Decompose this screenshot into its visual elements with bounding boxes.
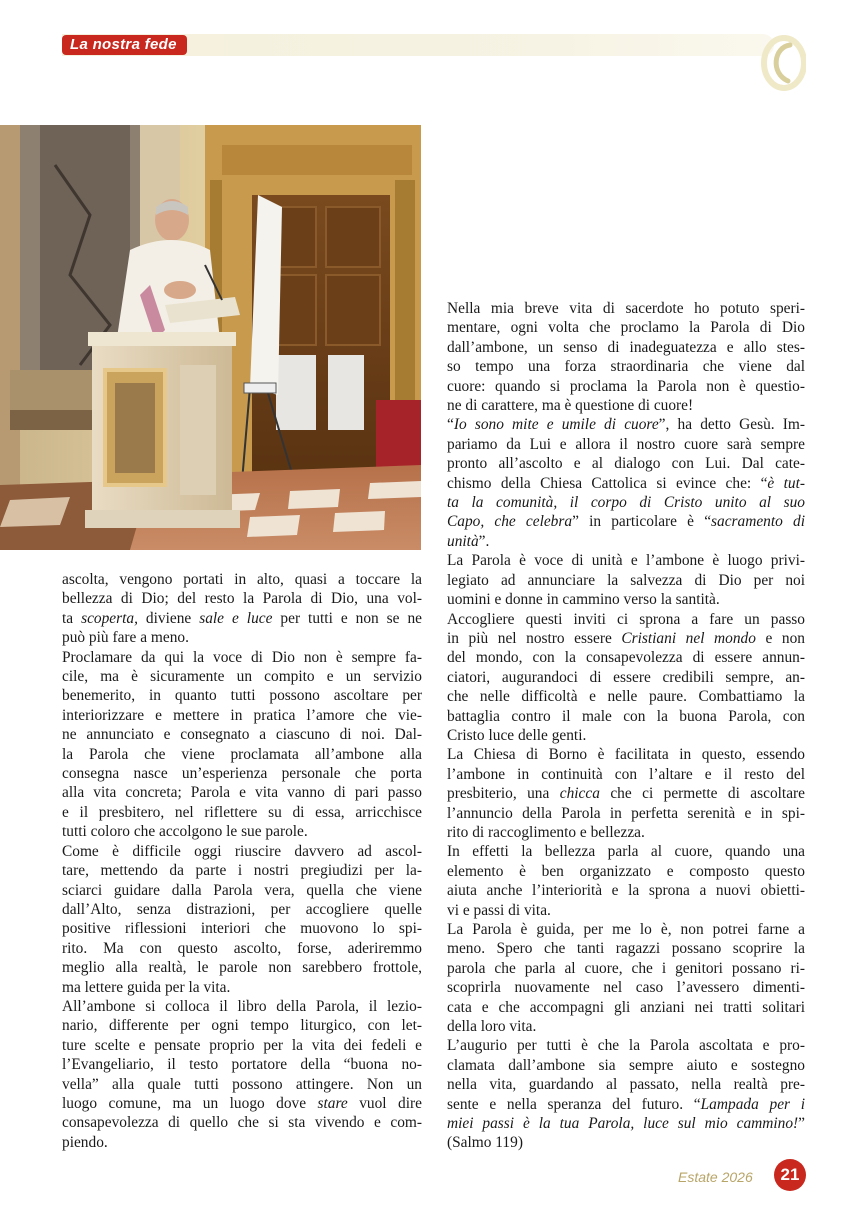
text-line: pariamo da Lui e allora il nostro cuore sarà sempre bbox=[447, 435, 805, 453]
text-line: ta scoperta, diviene sale e luce per tutti e non se ne bbox=[62, 609, 423, 627]
text-line: meno. Spero che tanti ragazzi possano scoprire la bbox=[447, 940, 805, 958]
article-paragraph bbox=[447, 299, 805, 415]
text-line: ne annunciato e consegnato a ciascuno di noi. Dal- bbox=[62, 726, 422, 744]
text-line: L’augurio per tutti è che la Parola ascoltata e pro- bbox=[447, 1037, 805, 1055]
text-line: l’Evangeliario, il testo portatore della “buona no- bbox=[62, 1056, 422, 1074]
text-line: elemento è ben organizzato e composto questo bbox=[447, 862, 805, 880]
text-line: dall’Alto, senza distrazioni, per accogliere quelle bbox=[62, 900, 422, 918]
text-line: vi e passi di vita. bbox=[447, 901, 551, 919]
text-line: unità”. bbox=[447, 532, 490, 550]
text-line: Proclamare da qui la voce di Dio non è sempre fa- bbox=[62, 648, 422, 666]
text-line: chismo della Chiesa Cattolica si evince che: “è tut- bbox=[447, 474, 805, 492]
text-line: nella vita, guardando al passato, nella realtà pre- bbox=[447, 1076, 805, 1094]
text-line: Nella mia breve vita di sacerdote ho potuto speri- bbox=[447, 300, 805, 317]
text-line: meglio alla realtà, le parole non sarebbero frottole, bbox=[62, 959, 422, 977]
text-line: “Io sono mite e umile di cuore”, ha detto Gesù. Im- bbox=[447, 416, 805, 434]
text-line: sente e nella speranza del futuro. “Lampada per i bbox=[447, 1095, 806, 1113]
article-paragraph bbox=[62, 648, 422, 842]
article-paragraph bbox=[447, 415, 805, 551]
text-line: l’annuncio della Parola in perfetta serenità e in spi- bbox=[447, 804, 805, 822]
article-paragraph bbox=[447, 920, 805, 1036]
text-line: rito di raccoglimento e bellezza. bbox=[447, 823, 645, 841]
text-line: ta la comunità, il corpo di Cristo unito al suo bbox=[447, 494, 805, 512]
issue-label: Estate 2026 bbox=[678, 1169, 753, 1185]
text-line: battaglia contro il male con la buona Parola, con bbox=[447, 707, 805, 725]
text-line: mentare, ogni volta che proclamo la Parola di Dio bbox=[447, 319, 805, 337]
text-line: sciarci guidare dalla Parola vera, quella che viene bbox=[62, 881, 422, 899]
text-line: consegna nasce un’esperienza personale che porta bbox=[62, 765, 422, 783]
text-line: ma lettere guida per la vita. bbox=[62, 978, 231, 996]
article-paragraph bbox=[62, 842, 422, 997]
text-line: ciatori, augurandoci di essere credibili sempre, an- bbox=[447, 668, 805, 686]
text-line: dall’ambone, un senso di inadeguatezza e allo stes- bbox=[447, 338, 805, 356]
article-paragraph bbox=[447, 551, 805, 609]
text-line: nario, differente per ogni tempo liturgico, con let- bbox=[62, 1017, 422, 1035]
text-line: so tempo una forza straordinaria che viene dal bbox=[447, 358, 805, 376]
text-line: All’ambone si colloca il libro della Parola, il lezio- bbox=[62, 997, 422, 1015]
text-line: alla vita concreta; Parola e vita vanno di pari passo bbox=[62, 784, 422, 802]
text-line: ture scelte e pensate proprio per la vita dei fedeli e bbox=[62, 1036, 422, 1054]
text-line: e il presbitero, nel riflettere su di essa, arricchisce bbox=[62, 803, 422, 821]
text-line: che nelle difficoltà e nelle paure. Combattiamo la bbox=[447, 688, 805, 706]
text-line: legiato ad annunciare la salvezza di Dio per noi bbox=[447, 571, 805, 589]
article-paragraph bbox=[447, 610, 805, 746]
article-right-column bbox=[447, 299, 805, 1153]
article-paragraph bbox=[447, 842, 805, 920]
section-label: La nostra fede bbox=[62, 35, 187, 55]
text-line: scoprirla nuovamente nel caso l’avessero dimenti- bbox=[447, 979, 805, 997]
text-line: benemerito, in quanto tutti possono ascoltare per bbox=[62, 687, 422, 705]
text-line: Accogliere questi inviti ci sprona a fare un passo bbox=[447, 610, 805, 628]
article-paragraph bbox=[62, 570, 422, 648]
text-line: può più fare a meno. bbox=[62, 629, 189, 647]
page-number: 21 bbox=[774, 1159, 806, 1191]
text-line: ascolta, vengono portati in alto, quasi a toccare la bbox=[62, 571, 422, 588]
text-line: clamata dall’ambone sia sempre aiuto e sostegno bbox=[447, 1056, 805, 1074]
text-line: In effetti la bellezza parla al cuore, quando una bbox=[447, 843, 805, 861]
text-line: ne di carattere, ma è questione di cuore! bbox=[447, 397, 694, 415]
text-line: la Parola che viene proclamata all’ambone alla bbox=[62, 745, 422, 763]
text-line: cuore: quando si proclama la Parola non è questio- bbox=[447, 377, 805, 395]
text-line: uomini e donne in cammino verso la santità. bbox=[447, 591, 720, 609]
text-line: cile, ma è sicuramente un compito e un servizio bbox=[62, 668, 422, 686]
text-line: La Parola è voce di unità e l’ambone è luogo privi- bbox=[447, 552, 805, 570]
text-line: tutti coloro che accolgono le sue parole. bbox=[62, 823, 308, 841]
text-line: cata e che accompagni gli anziani nei tratti solitari bbox=[447, 998, 805, 1016]
text-line: (Salmo 119) bbox=[447, 1134, 523, 1152]
text-line: miei passi è la tua Parola, luce sul mio cammino!” bbox=[447, 1115, 805, 1133]
text-line: Capo, che celebra” in particolare è “sacramento di bbox=[447, 513, 805, 531]
text-line: La Chiesa di Borno è facilitata in questo, essendo bbox=[447, 746, 805, 764]
text-line: della loro vita. bbox=[447, 1018, 537, 1036]
text-line: in più nel nostro essere Cristiani nel mondo e non bbox=[447, 629, 805, 647]
text-line: piendo. bbox=[62, 1133, 108, 1151]
text-line: aiuta anche l’interiorità e la sprona a nuovi obietti- bbox=[447, 882, 805, 900]
priest-ambo-photo bbox=[0, 125, 421, 550]
text-line: consapevolezza di quello che si sta vivendo e com- bbox=[62, 1114, 422, 1132]
text-line: parola che parla al cuore, che i genitori possano ri- bbox=[447, 959, 805, 977]
text-line: Cristo luce delle genti. bbox=[447, 726, 587, 744]
text-line: positive riflessioni interiori che muovono lo spi- bbox=[62, 920, 422, 938]
text-line: bellezza di Dio; del resto la Parola di Dio, una vol- bbox=[62, 590, 422, 608]
text-line: vella” alla quale tutti possono attingere. Non un bbox=[62, 1075, 422, 1093]
text-line: presbiterio, una chicca che ci permette di ascoltare bbox=[447, 785, 805, 803]
text-line: l’ambone in continuità con l’altare e il resto del bbox=[447, 765, 805, 783]
text-line: del mondo, con la consapevolezza di essere annun- bbox=[447, 649, 805, 667]
text-line: luogo comune, ma un luogo dove stare vuol dire bbox=[62, 1094, 422, 1112]
text-line: Come è difficile oggi riuscire davvero ad ascol- bbox=[62, 842, 422, 860]
text-line: pronto all’ascolto e al dialogo con Lui. Dal cate- bbox=[447, 455, 805, 473]
text-line: interiorizzare e mettere in pratica l’amore che vie- bbox=[62, 706, 422, 724]
article-paragraph bbox=[447, 745, 805, 842]
text-line: tare, mettendo da parte i nostri pregiudizi per la- bbox=[62, 862, 422, 880]
article-paragraph bbox=[62, 997, 422, 1152]
ornament-icon bbox=[760, 33, 806, 91]
article-left-column bbox=[62, 570, 422, 1152]
article-paragraph bbox=[447, 1036, 805, 1152]
text-line: La Parola è guida, per me lo è, non potrei farne a bbox=[447, 921, 805, 938]
text-line: rito. Ma con questo ascolto, forse, aderiremmo bbox=[62, 939, 422, 957]
